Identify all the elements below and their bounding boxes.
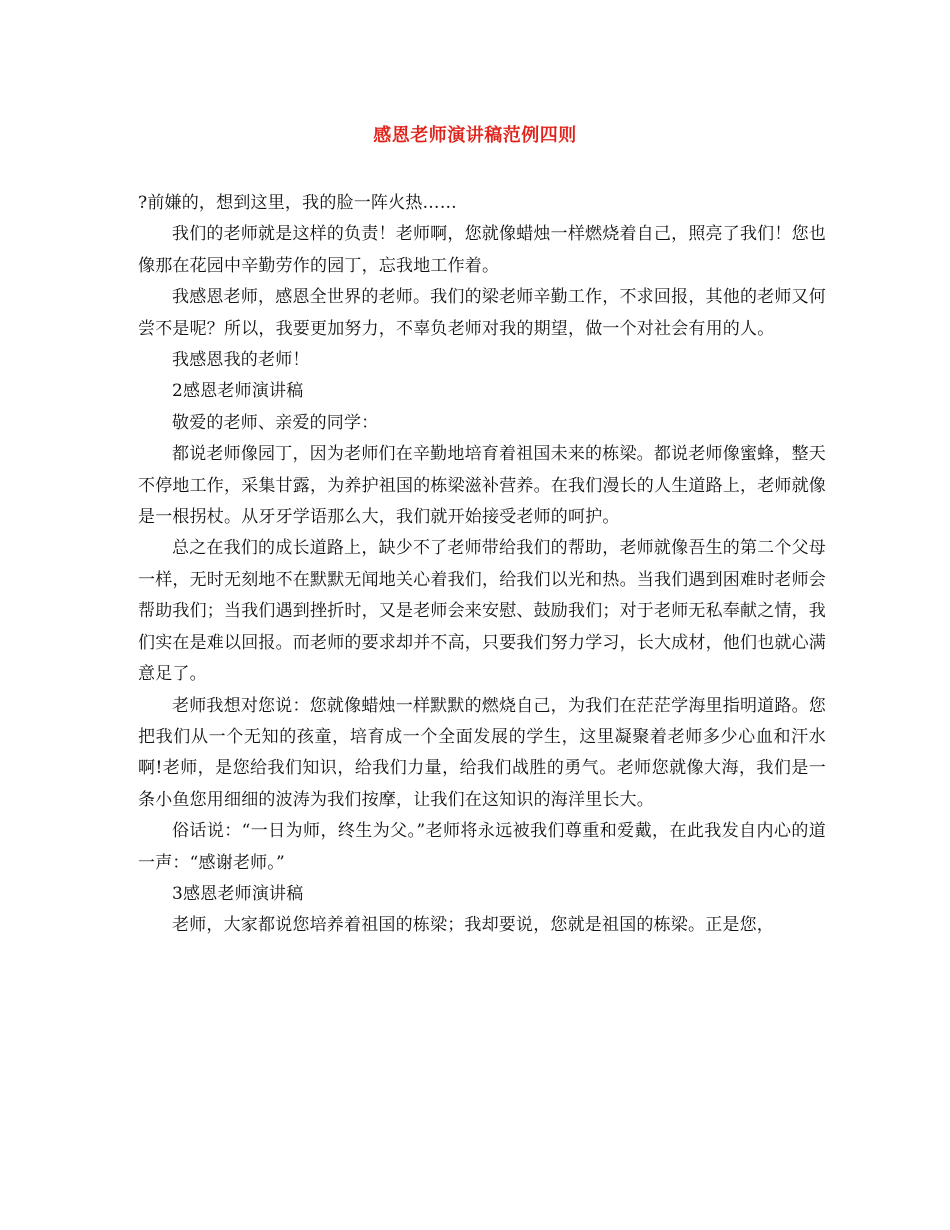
section-heading: 2感恩老师演讲稿	[172, 381, 304, 402]
document-title: 感恩老师演讲稿范例四则	[373, 125, 577, 146]
section-heading: 3感恩老师演讲稿	[172, 883, 304, 904]
paragraph: 老师，大家都说您培养着祖国的栋梁；我却要说，您就是祖国的栋梁。正是您，	[172, 915, 774, 936]
paragraph: 总之在我们的成长道路上，缺少不了老师带给我们的帮助，老师就像吾生的第二个父母一样，无时无刻地不在默默无闻地关心着我们，给我们以光和热。当我们遇到困难时老师会帮助我们；当我们遇到挫折时，又是老师会来安慰、鼓励我们；对于老师无私奉献之情，我们实在是难以回报。而老师的要求却并不高，只要我们努力学习，长大成材，他们也就心满意足了。	[138, 538, 826, 685]
paragraph: 我感恩我的老师！	[172, 350, 310, 371]
paragraph: 我们的老师就是这样的负责！老师啊，您就像蜡烛一样燃烧着自己，照亮了我们！您也像那在花园中辛勤劳作的园丁，忘我地工作着。	[138, 224, 826, 276]
paragraph: 俗话说：“一日为师，终生为父。”老师将永远被我们尊重和爱戴，在此我发自内心的道一声：“感谢老师。”	[138, 821, 826, 873]
paragraph: 老师我想对您说：您就像蜡烛一样默默的燃烧自己，为我们在茫茫学海里指明道路。您把我们从一个无知的孩童，培育成一个全面发展的学生，这里凝聚着老师多少心血和汗水啊!老师，是您给我们知识，给我们力量，给我们战胜的勇气。老师您就像大海，我们是一条小鱼您用细细的波涛为我们按摩，让我们在这知识的海洋里长大。	[138, 695, 826, 810]
salutation: 敬爱的老师、亲爱的同学：	[172, 412, 379, 433]
paragraph: 我感恩老师，感恩全世界的老师。我们的梁老师辛勤工作，不求回报，其他的老师又何尝不是呢？所以，我要更加努力，不辜负老师对我的期望，做一个对社会有用的人。	[138, 287, 826, 339]
document-body	[138, 188, 826, 942]
paragraph: ?前嫌的，想到这里，我的脸一阵火热……	[138, 193, 457, 213]
paragraph: 都说老师像园丁，因为老师们在辛勤地培育着祖国未来的栋梁。都说老师像蜜蜂，整天不停地工作，采集甘露，为养护祖国的栋梁滋补营养。在我们漫长的人生道路上，老师就像是一根拐杖。从牙牙学语那么大，我们就开始接受老师的呵护。	[138, 444, 826, 528]
